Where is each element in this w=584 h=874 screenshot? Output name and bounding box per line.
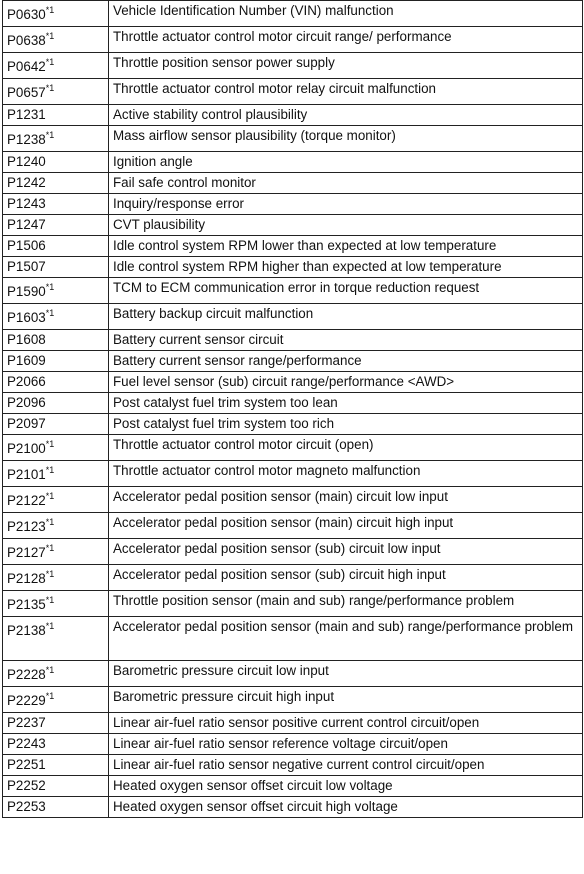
table-row bbox=[3, 351, 583, 372]
dtc-description: Post catalyst fuel trim system too lean bbox=[109, 393, 583, 414]
dtc-description: Barometric pressure circuit low input bbox=[109, 661, 583, 687]
dtc-code-cell bbox=[3, 713, 109, 734]
table-row bbox=[3, 372, 583, 393]
dtc-description: Throttle position sensor (main and sub) range/performance problem bbox=[109, 591, 583, 617]
dtc-footnote-mark: *1 bbox=[45, 542, 55, 553]
table-row bbox=[3, 487, 583, 513]
dtc-code: P1609 bbox=[7, 353, 46, 368]
dtc-description: Throttle actuator control motor circuit (open) bbox=[109, 435, 583, 461]
table-row bbox=[3, 797, 583, 818]
dtc-code: P1240 bbox=[7, 154, 46, 169]
dtc-code-cell bbox=[3, 173, 109, 194]
dtc-code: P0657 bbox=[7, 85, 46, 100]
table-row bbox=[3, 435, 583, 461]
dtc-code-cell bbox=[3, 393, 109, 414]
dtc-code: P1506 bbox=[7, 238, 46, 253]
dtc-description: Idle control system RPM lower than expected at low temperature bbox=[109, 236, 583, 257]
dtc-code-cell bbox=[3, 797, 109, 818]
dtc-description: Battery current sensor circuit bbox=[109, 330, 583, 351]
table-row bbox=[3, 236, 583, 257]
dtc-code-cell bbox=[3, 755, 109, 776]
dtc-description: Inquiry/response error bbox=[109, 194, 583, 215]
dtc-code: P1231 bbox=[7, 107, 46, 122]
dtc-footnote-mark: *1 bbox=[45, 620, 55, 631]
dtc-code-cell bbox=[3, 105, 109, 126]
table-row bbox=[3, 776, 583, 797]
dtc-code-cell bbox=[3, 414, 109, 435]
dtc-code-cell bbox=[3, 304, 109, 330]
dtc-code-cell bbox=[3, 215, 109, 236]
dtc-code: P1242 bbox=[7, 175, 46, 190]
dtc-footnote-mark: *1 bbox=[45, 438, 55, 449]
dtc-footnote-mark: *1 bbox=[45, 490, 55, 501]
dtc-description: Accelerator pedal position sensor (sub) circuit low input bbox=[109, 539, 583, 565]
dtc-code: P1238 bbox=[7, 132, 46, 147]
dtc-code-cell bbox=[3, 591, 109, 617]
table-row bbox=[3, 173, 583, 194]
dtc-code-cell bbox=[3, 236, 109, 257]
dtc-description: Linear air-fuel ratio sensor reference voltage circuit/open bbox=[109, 734, 583, 755]
dtc-code-cell bbox=[3, 330, 109, 351]
dtc-code: P2128 bbox=[7, 571, 46, 586]
dtc-description: Throttle position sensor power supply bbox=[109, 53, 583, 79]
dtc-code-cell bbox=[3, 539, 109, 565]
dtc-code-cell bbox=[3, 1, 109, 27]
table-row bbox=[3, 713, 583, 734]
dtc-code: P1507 bbox=[7, 259, 46, 274]
dtc-code-cell bbox=[3, 487, 109, 513]
table-row bbox=[3, 755, 583, 776]
dtc-description: Idle control system RPM higher than expected at low temperature bbox=[109, 257, 583, 278]
table-row bbox=[3, 152, 583, 173]
dtc-description: Accelerator pedal position sensor (main) circuit high input bbox=[109, 513, 583, 539]
dtc-code-cell bbox=[3, 461, 109, 487]
dtc-code: P2243 bbox=[7, 736, 46, 751]
dtc-code: P2100 bbox=[7, 441, 46, 456]
dtc-code: P2127 bbox=[7, 545, 46, 560]
dtc-description: Active stability control plausibility bbox=[109, 105, 583, 126]
table-row bbox=[3, 734, 583, 755]
dtc-description: Throttle actuator control motor magneto malfunction bbox=[109, 461, 583, 487]
dtc-code-cell bbox=[3, 372, 109, 393]
dtc-description: Accelerator pedal position sensor (sub) circuit high input bbox=[109, 565, 583, 591]
dtc-description: CVT plausibility bbox=[109, 215, 583, 236]
dtc-description: TCM to ECM communication error in torque reduction request bbox=[109, 278, 583, 304]
table-row bbox=[3, 393, 583, 414]
table-row bbox=[3, 330, 583, 351]
dtc-footnote-mark: *1 bbox=[45, 594, 55, 605]
dtc-description: Mass airflow sensor plausibility (torque monitor) bbox=[109, 126, 583, 152]
dtc-code: P2237 bbox=[7, 715, 46, 730]
dtc-code-cell bbox=[3, 351, 109, 372]
table-row bbox=[3, 27, 583, 53]
dtc-code: P2228 bbox=[7, 667, 46, 682]
dtc-code-cell bbox=[3, 687, 109, 713]
table-row bbox=[3, 215, 583, 236]
dtc-description: Post catalyst fuel trim system too rich bbox=[109, 414, 583, 435]
dtc-code-cell bbox=[3, 513, 109, 539]
dtc-footnote-mark: *1 bbox=[45, 56, 55, 67]
dtc-description: Throttle actuator control motor relay circuit malfunction bbox=[109, 79, 583, 105]
dtc-code-cell bbox=[3, 27, 109, 53]
dtc-description: Ignition angle bbox=[109, 152, 583, 173]
dtc-code: P1603 bbox=[7, 310, 46, 325]
dtc-code-cell bbox=[3, 53, 109, 79]
dtc-description: Battery backup circuit malfunction bbox=[109, 304, 583, 330]
table-row bbox=[3, 194, 583, 215]
dtc-code: P2251 bbox=[7, 757, 46, 772]
dtc-footnote-mark: *1 bbox=[45, 82, 55, 93]
table-row bbox=[3, 617, 583, 661]
dtc-code: P2252 bbox=[7, 778, 46, 793]
dtc-footnote-mark: *1 bbox=[45, 129, 55, 140]
dtc-description: Barometric pressure circuit high input bbox=[109, 687, 583, 713]
dtc-footnote-mark: *1 bbox=[45, 307, 55, 318]
dtc-code-cell bbox=[3, 661, 109, 687]
dtc-code: P0638 bbox=[7, 33, 46, 48]
dtc-code: P2253 bbox=[7, 799, 46, 814]
dtc-code: P1247 bbox=[7, 217, 46, 232]
dtc-code-cell bbox=[3, 278, 109, 304]
dtc-code-cell bbox=[3, 776, 109, 797]
dtc-description: Accelerator pedal position sensor (main and sub) range/performance problem bbox=[109, 617, 583, 661]
dtc-code: P2097 bbox=[7, 416, 46, 431]
dtc-description: Battery current sensor range/performance bbox=[109, 351, 583, 372]
dtc-footnote-mark: *1 bbox=[45, 568, 55, 579]
dtc-code: P1590 bbox=[7, 284, 46, 299]
dtc-code-cell bbox=[3, 565, 109, 591]
table-row bbox=[3, 513, 583, 539]
dtc-description: Vehicle Identification Number (VIN) malfunction bbox=[109, 1, 583, 27]
table-row bbox=[3, 257, 583, 278]
table-row bbox=[3, 414, 583, 435]
table-row bbox=[3, 79, 583, 105]
dtc-footnote-mark: *1 bbox=[45, 464, 55, 475]
table-row bbox=[3, 278, 583, 304]
dtc-code-cell bbox=[3, 194, 109, 215]
table-row bbox=[3, 105, 583, 126]
dtc-table-body bbox=[3, 1, 583, 818]
dtc-footnote-mark: *1 bbox=[45, 664, 55, 675]
dtc-code: P2229 bbox=[7, 693, 46, 708]
dtc-code-cell bbox=[3, 257, 109, 278]
dtc-code: P2122 bbox=[7, 493, 46, 508]
table-row bbox=[3, 539, 583, 565]
dtc-footnote-mark: *1 bbox=[45, 4, 55, 15]
dtc-table bbox=[2, 0, 583, 818]
dtc-code-cell bbox=[3, 435, 109, 461]
dtc-footnote-mark: *1 bbox=[45, 516, 55, 527]
dtc-code: P2066 bbox=[7, 374, 46, 389]
dtc-code-cell bbox=[3, 617, 109, 661]
dtc-description: Linear air-fuel ratio sensor negative current control circuit/open bbox=[109, 755, 583, 776]
dtc-code: P0642 bbox=[7, 59, 46, 74]
dtc-code: P2101 bbox=[7, 467, 46, 482]
table-row bbox=[3, 304, 583, 330]
dtc-code: P1243 bbox=[7, 196, 46, 211]
dtc-code: P0630 bbox=[7, 7, 46, 22]
dtc-code: P2096 bbox=[7, 395, 46, 410]
table-row bbox=[3, 53, 583, 79]
dtc-code-cell bbox=[3, 734, 109, 755]
dtc-code: P2135 bbox=[7, 597, 46, 612]
table-row bbox=[3, 661, 583, 687]
dtc-description: Fail safe control monitor bbox=[109, 173, 583, 194]
table-row bbox=[3, 126, 583, 152]
table-row bbox=[3, 461, 583, 487]
dtc-footnote-mark: *1 bbox=[45, 30, 55, 41]
table-row bbox=[3, 565, 583, 591]
dtc-description: Heated oxygen sensor offset circuit low voltage bbox=[109, 776, 583, 797]
dtc-footnote-mark: *1 bbox=[45, 690, 55, 701]
dtc-description: Heated oxygen sensor offset circuit high voltage bbox=[109, 797, 583, 818]
table-row bbox=[3, 1, 583, 27]
dtc-code-cell bbox=[3, 79, 109, 105]
dtc-footnote-mark: *1 bbox=[45, 281, 55, 292]
table-row bbox=[3, 591, 583, 617]
dtc-description: Linear air-fuel ratio sensor positive current control circuit/open bbox=[109, 713, 583, 734]
dtc-code: P2123 bbox=[7, 519, 46, 534]
dtc-description: Throttle actuator control motor circuit range/ performance bbox=[109, 27, 583, 53]
dtc-code: P1608 bbox=[7, 332, 46, 347]
table-row bbox=[3, 687, 583, 713]
dtc-code-cell bbox=[3, 152, 109, 173]
dtc-code: P2138 bbox=[7, 623, 46, 638]
dtc-code-cell bbox=[3, 126, 109, 152]
dtc-description: Accelerator pedal position sensor (main) circuit low input bbox=[109, 487, 583, 513]
dtc-description: Fuel level sensor (sub) circuit range/performance <AWD> bbox=[109, 372, 583, 393]
